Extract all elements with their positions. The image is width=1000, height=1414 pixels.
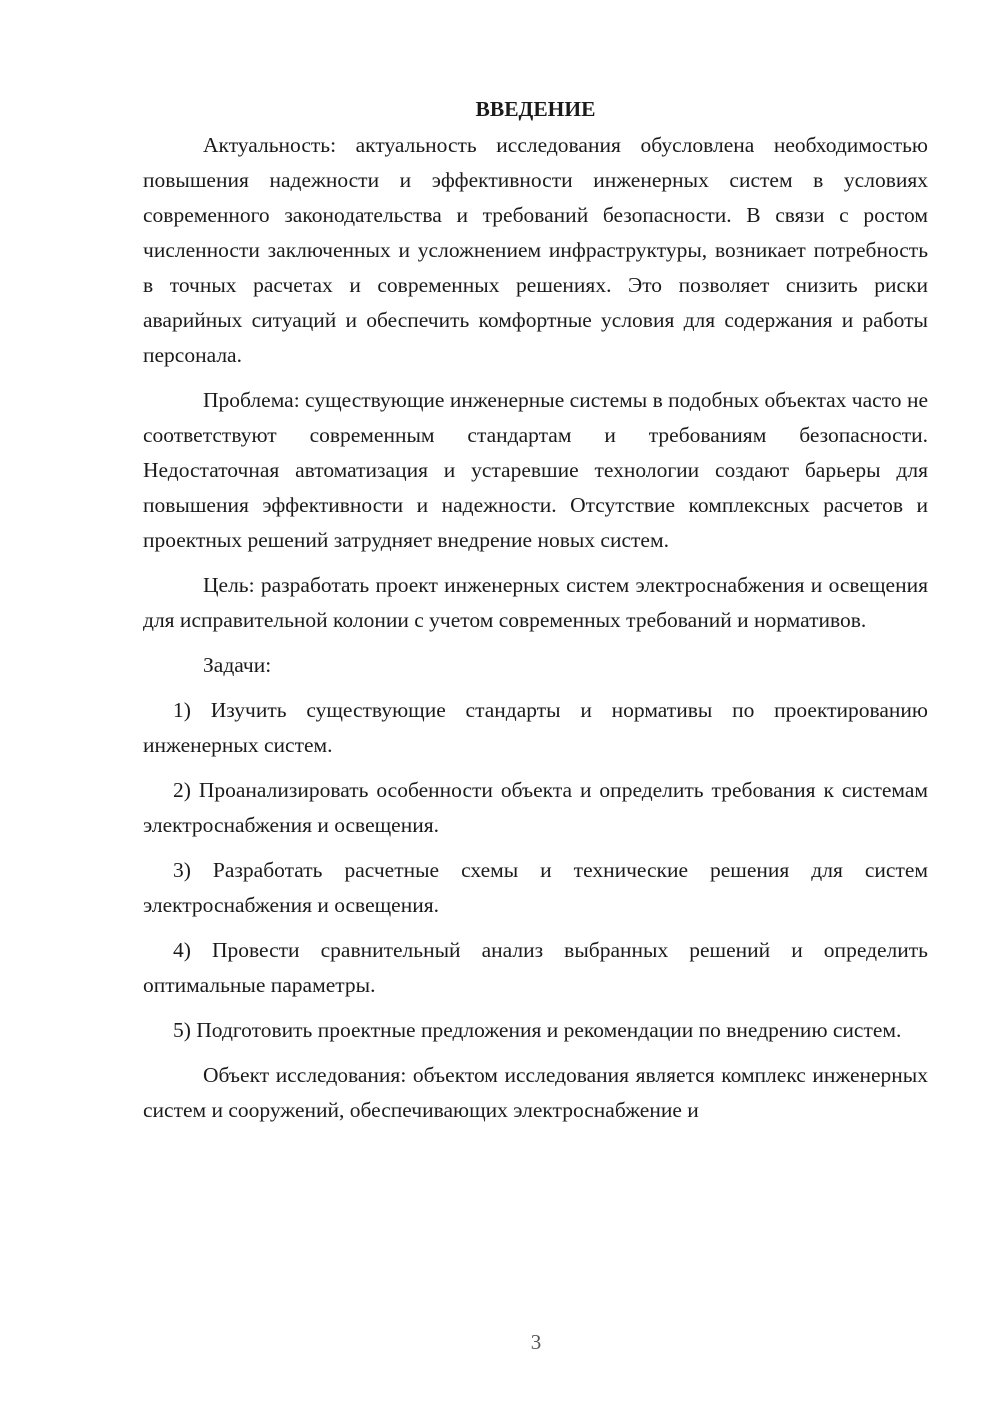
task-item-1: 1) Изучить существующие стандарты и нормативы по проектированию инженерных систем. [143,698,928,757]
paragraph-problem: Проблема: существующие инженерные системы в подобных объектах часто не соответствуют современным стандартам и требованиям безопасности. Недостаточная автоматизация и устаревшие технологии создают барьеры для повышения эффективности и надежности. Отсутствие комплексных расчетов и проектных решений затрудняет внедрение новых систем. [143,388,928,552]
paragraph-relevance: Актуальность: актуальность исследования обусловлена необходимостью повышения надежности и эффективности инженерных систем в условиях современного законодательства и требований безопасности. В связи с ростом численности заключенных и усложнением инфраструктуры, возникает потребность в точных расчетах и современных решениях. Это позволяет снизить риски аварийных ситуаций и обеспечить комфортные условия для содержания и работы персонала. [143,133,928,367]
section-heading: ВВЕДЕНИЕ [475,97,596,121]
document-page [143,92,928,1138]
paragraph-object: Объект исследования: объектом исследования является комплекс инженерных систем и сооружений, обеспечивающих электроснабжение и [143,1063,928,1122]
page-number: 3 [530,1330,542,1354]
paragraph-goal: Цель: разработать проект инженерных систем электроснабжения и освещения для исправительной колонии с учетом современных требований и нормативов. [143,573,928,632]
task-item-4: 4) Провести сравнительный анализ выбранных решений и определить оптимальные параметры. [143,938,928,997]
task-item-2: 2) Проанализировать особенности объекта и определить требования к системам электроснабжения и освещения. [143,778,928,837]
tasks-label: Задачи: [203,653,272,677]
task-item-5: 5) Подготовить проектные предложения и рекомендации по внедрению систем. [173,1018,902,1042]
task-item-3: 3) Разработать расчетные схемы и технические решения для систем электроснабжения и освещения. [143,858,928,917]
